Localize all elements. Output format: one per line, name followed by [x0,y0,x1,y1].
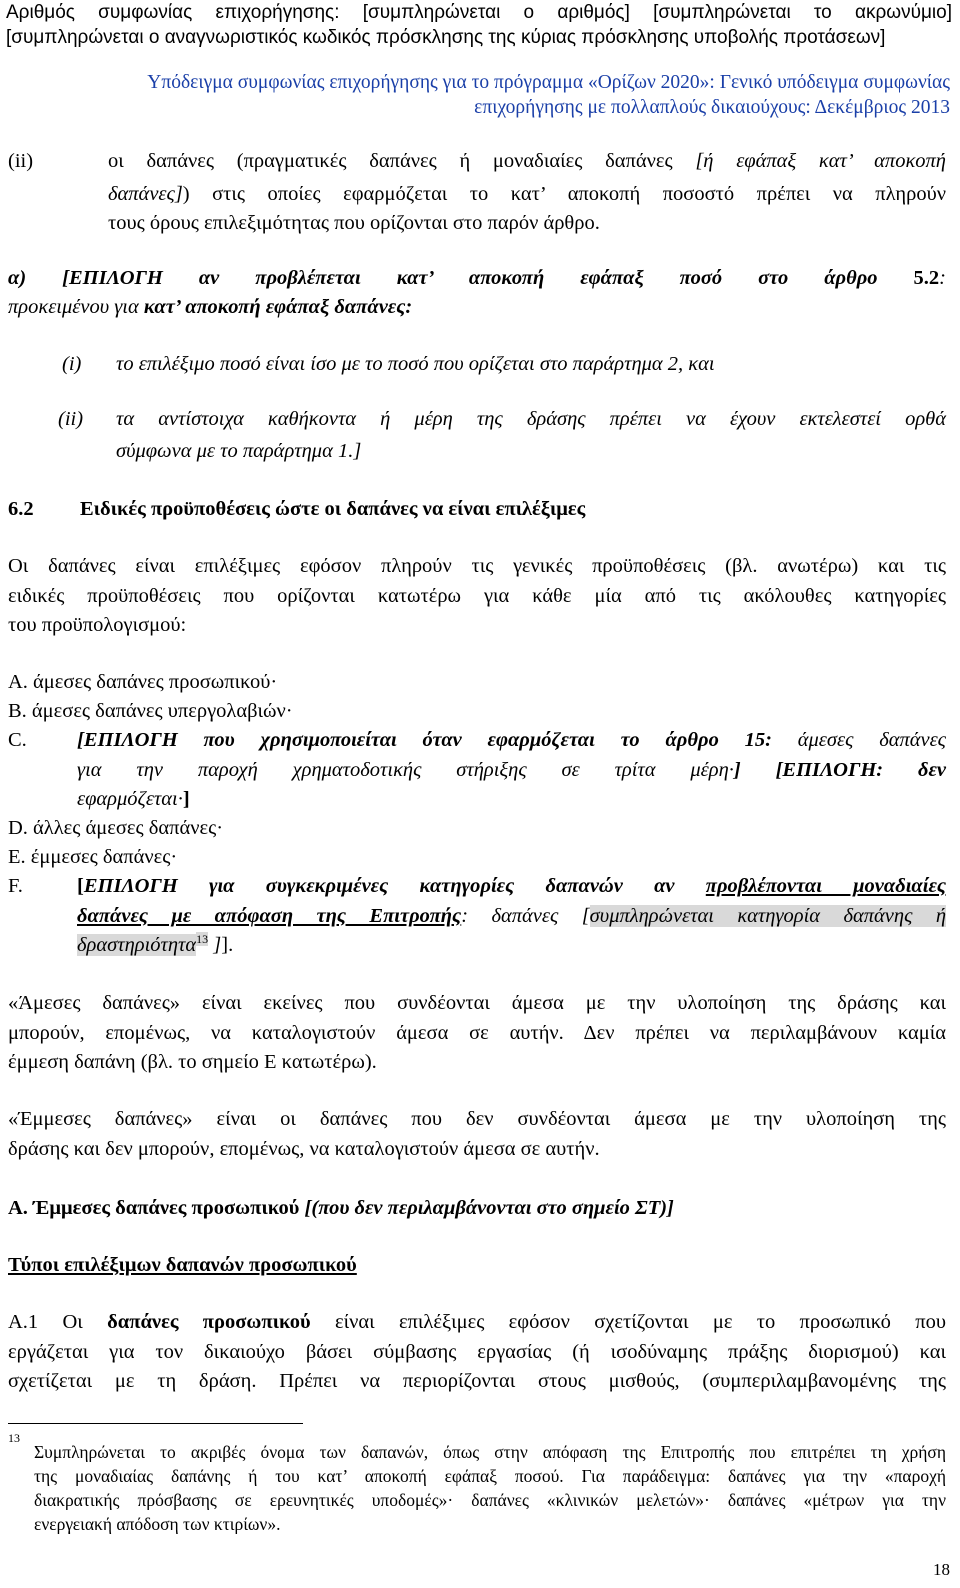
option-a-i-marker: (i) [62,353,82,375]
list-item-c-label: C. [8,729,27,751]
indirect-line2: δράσης και δεν μπορούν, επομένως, να καταλογιστούν άμεσα σε αυτήν. [8,1138,600,1160]
item-ii-marker: (ii) [8,150,34,172]
a1-line3: σχετίζεται με τη δράση. Πρέπει να περιορίζονται στους μισθούς, (συμπεριλαμβανομένης της [8,1370,946,1392]
list-item-f-text: : δαπάνες [ [461,905,590,927]
document-title-line2: επιχορήγησης με πολλαπλούς δικαιούχους: Δεκέμβριος 2013 [474,97,950,118]
option-label: ] [ΕΠΙΛΟΓΗ: δεν [733,759,946,781]
list-item-c-line1 [77,725,946,755]
placeholder-highlight: συμπληρώνεται κατηγορία δαπάνης ή [589,905,946,927]
intro-line3: του προϋπολογισμού: [8,614,187,636]
heading-a [8,1193,674,1223]
option-label-underlined: προβλέπονται μοναδιαίες [705,875,946,897]
a1-bold-term: δαπάνες προσωπικού [107,1311,311,1333]
section-title: Ειδικές προϋποθέσεις ώστε οι δαπάνες να είναι επιλέξιμες [80,498,586,520]
list-item-d: D. άλλες άμεσες δαπάνες· [8,817,224,839]
indirect-line1: «Έμμεσες δαπάνες» είναι οι δαπάνες που δεν συνδέονται άμεσα με την υλοποίηση της [8,1108,946,1130]
option-a-heading [8,263,946,293]
option-a-line2 [8,292,412,322]
item-ii-text: οι δαπάνες (πραγματικές δαπάνες ή μοναδιαίες δαπάνες [108,150,696,172]
colon: : [939,267,946,289]
option-label: ΕΠΙΛΟΓΗ για συγκεκριμένες κατηγορίες δαπανών αν [83,875,706,897]
list-item-f-line2 [77,901,946,931]
list-item-f-label: F. [8,875,23,897]
footnote-separator [8,1423,303,1424]
footnote-line1: Συμπληρώνεται το ακριβές όνομα των δαπανών, όπως στην απόφαση της Επιτροπής που επιτρέπει τη χρήση [34,1442,946,1462]
item-ii-line2 [108,179,946,209]
list-item-c-text: για την παροχή χρηματοδοτικής στήριξης σε τρίτα μέρη· [77,759,734,781]
footnote-ref: 13 [196,932,209,947]
a1-line1 [8,1307,946,1337]
list-item-e: E. έμμεσες δαπάνες· [8,846,178,868]
footnote-line4: ενεργειακή απόδοση των κτιρίων». [34,1514,281,1534]
header-call-id-line: [συμπληρώνεται ο αναγνωριστικός κωδικός πρόσκλησης της κύριας πρόσκλησης υποβολής προτάσεων] [6,27,886,48]
bracket: ] [182,788,190,810]
item-ii-line1 [108,146,946,176]
footnote-number: 13 [8,1431,20,1445]
option-a-i-text: το επιλέξιμο ποσό είναι ίσο με το ποσό που ορίζεται στο παράρτημα 2, και [116,353,715,375]
option-label: [ΕΠΙΛΟΓΗ που χρησιμοποιείται όταν εφαρμόζεται το άρθρο 15: [77,729,772,751]
section-number: 6.2 [8,498,34,520]
intro-line1: Οι δαπάνες είναι επιλέξιμες εφόσον πληρούν τις γενικές προϋποθέσεις (βλ. ανωτέρω) και τις [8,555,946,577]
list-item-c-line3 [77,784,190,814]
a1-line2: εργάζεται για τον δικαιούχο βάσει σύμβασης εργασίας (ή ισοδύναμης πράξης διορισμού) και [8,1341,946,1363]
a1-text: είναι επιλέξιμες εφόσον σχετίζονται με το προσωπικό που [310,1311,946,1333]
heading-a-title: A. Έμμεσες δαπάνες προσωπικού [8,1197,305,1219]
item-ii-option-text: [ή εφάπαξ κατ’ αποκοπή [695,150,946,172]
option-a-lump-sum: κατ’ αποκοπή εφάπαξ δαπάνες: [143,296,413,318]
direct-line3: έμμεση δαπάνη (βλ. το σημείο Ε κατωτέρω). [8,1051,377,1073]
item-ii-line3: τους όρους επιλεξιμότητας που ορίζονται στο παρόν άρθρο. [108,212,600,234]
option-a-ii-line1: τα αντίστοιχα καθήκοντα ή μέρη της δράσης πρέπει να έχουν εκτελεστεί ορθά [116,408,946,430]
list-item-a: A. άμεσες δαπάνες προσωπικού· [8,671,278,693]
page-number: 18 [933,1560,950,1579]
document-title-line1: Υπόδειγμα συμφωνίας επιχορήγησης για το πρόγραμμα «Ορίζων 2020»: Γενικό υπόδειγμα συμφωνίας [147,72,950,93]
list-item-b: B. άμεσες δαπάνες υπεργολαβιών· [8,700,293,722]
list-item-c-text: εφαρμόζεται· [77,788,183,810]
bracket: [ [77,875,84,897]
option-label-underlined: δαπάνες με απόφαση της Επιτροπής [77,905,462,927]
footnote-line2: της μοναδιαίας δαπάνης ή του κατ’ αποκοπή εφάπαξ ποσού. Για παράδειγμα: δαπάνες για την «παροχή [34,1466,946,1486]
option-a-ii-marker: (ii) [58,408,84,430]
article-ref: 5.2 [913,267,940,289]
direct-line2: μπορούν, επομένως, να καταλογιστούν άμεσα σε αυτήν. Δεν πρέπει να περιλαμβάνουν καμία [8,1022,946,1044]
list-item-c-text: άμεσες δαπάνες [771,729,947,751]
heading-a-option: [(που δεν περιλαμβάνονται στο σημείο ΣΤ)] [304,1197,674,1219]
bracket: ] [208,934,222,956]
option-a-ii-line2: σύμφωνα με το παράρτημα 1.] [116,440,362,462]
item-ii-option-text: δαπάνες] [108,183,183,205]
footnote-line3: διακρατικής πρόσβασης σε ερευνητικές υποδομές»· δαπάνες «κλινικών μελετών»· δαπάνες «μέτρων για την [34,1490,946,1510]
a1-lead: A.1 Οι [8,1311,108,1333]
heading-types: Τύποι επιλέξιμων δαπανών προσωπικού [8,1254,357,1276]
placeholder-highlight: δραστηριότητα [77,934,197,956]
item-ii-text: ) στις οποίες εφαρμόζεται το κατ’ αποκοπή ποσοστό πρέπει να πληρούν [182,183,946,205]
option-a-title: α) [ΕΠΙΛΟΓΗ αν προβλέπεται κατ’ αποκοπή εφάπαξ ποσό στο άρθρο [8,267,878,289]
bracket: ]. [221,934,234,956]
list-item-f-line3 [77,930,233,960]
option-a-lead: προκειμένου για [8,296,144,318]
direct-line1: «Άμεσες δαπάνες» είναι εκείνες που συνδέονται άμεσα με την υλοποίηση της δράσης και [8,992,946,1014]
header-reference-line: Αριθμός συμφωνίας επιχορήγησης: [συμπληρώνεται ο αριθμός] [συμπληρώνεται το ακρωνύμιο] [6,2,952,23]
list-item-f-line1 [77,871,946,901]
list-item-c-line2 [77,755,946,785]
intro-line2: ειδικές προϋποθέσεις που ορίζονται κατωτέρω για κάθε μία από τις ακόλουθες κατηγορίες [8,585,946,607]
